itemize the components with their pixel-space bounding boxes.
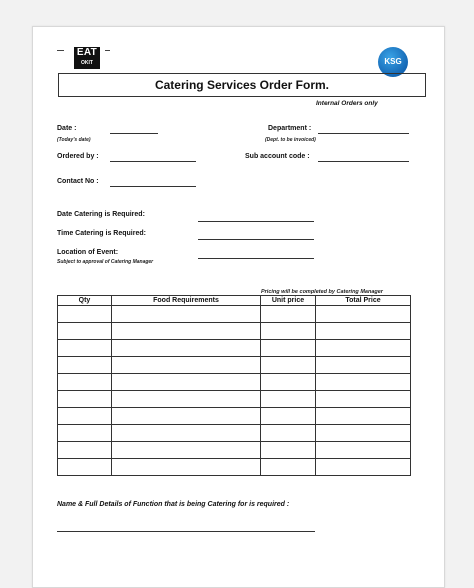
table-cell[interactable] [58, 374, 112, 391]
department-field[interactable] [318, 133, 409, 134]
location-label: Location of Event: [57, 249, 119, 256]
contact-label: Contact No : [57, 178, 99, 185]
table-cell[interactable] [58, 442, 112, 459]
table-cell[interactable] [58, 425, 112, 442]
table-cell[interactable] [112, 306, 261, 323]
table-cell[interactable] [112, 408, 261, 425]
table-cell[interactable] [261, 408, 316, 425]
table-cell[interactable] [58, 357, 112, 374]
table-cell[interactable] [316, 391, 411, 408]
contact-field[interactable] [110, 186, 196, 187]
table-cell[interactable] [261, 374, 316, 391]
table-cell[interactable] [261, 391, 316, 408]
time-required-field[interactable] [198, 239, 314, 240]
table-row [58, 323, 411, 340]
table-cell[interactable] [316, 425, 411, 442]
header-tick-right [105, 50, 110, 51]
qty-header: Qty [58, 296, 112, 306]
table-row [58, 357, 411, 374]
table-cell[interactable] [261, 323, 316, 340]
department-subtext: (Dept. to be invoiced) [265, 137, 316, 143]
date-label: Date : [57, 125, 77, 132]
order-table-body [58, 306, 411, 476]
table-cell[interactable] [112, 442, 261, 459]
table-cell[interactable] [112, 357, 261, 374]
total-price-header: Total Price [316, 296, 411, 306]
table-cell[interactable] [112, 323, 261, 340]
table-cell[interactable] [261, 459, 316, 476]
table-cell[interactable] [58, 408, 112, 425]
table-cell[interactable] [58, 340, 112, 357]
table-row [58, 442, 411, 459]
location-subtext: Subject to approval of Catering Manager [57, 259, 154, 265]
table-cell[interactable] [316, 306, 411, 323]
date-field[interactable] [110, 133, 158, 134]
ordered-by-label: Ordered by : [57, 153, 99, 160]
form-title: Catering Services Order Form. [58, 73, 426, 97]
date-required-field[interactable] [198, 221, 314, 222]
table-cell[interactable] [58, 323, 112, 340]
sub-account-label: Sub account code : [245, 153, 310, 160]
ordered-by-field[interactable] [110, 161, 196, 162]
table-cell[interactable] [261, 357, 316, 374]
date-required-label: Date Catering is Required: [57, 211, 145, 218]
food-requirements-header: Food Requirements [112, 296, 261, 306]
table-row [58, 408, 411, 425]
function-details-field[interactable] [57, 531, 315, 532]
time-required-label: Time Catering is Required: [57, 230, 146, 237]
table-header-row [58, 296, 411, 306]
table-row [58, 459, 411, 476]
table-cell[interactable] [112, 374, 261, 391]
form-page [32, 26, 445, 588]
table-cell[interactable] [261, 442, 316, 459]
table-row [58, 374, 411, 391]
table-cell[interactable] [316, 357, 411, 374]
table-cell[interactable] [112, 425, 261, 442]
table-cell[interactable] [316, 408, 411, 425]
table-row [58, 425, 411, 442]
table-cell[interactable] [112, 391, 261, 408]
table-cell[interactable] [316, 442, 411, 459]
table-cell[interactable] [316, 374, 411, 391]
eat-logo: EAT OKIT [74, 47, 100, 69]
date-subtext: (Today's date) [57, 137, 91, 143]
table-cell[interactable] [316, 459, 411, 476]
header-tick-left [57, 50, 64, 51]
function-details-label: Name & Full Details of Function that is being Catering for is required : [57, 501, 290, 508]
department-label: Department : [268, 125, 312, 132]
table-cell[interactable] [261, 425, 316, 442]
table-cell[interactable] [316, 323, 411, 340]
table-cell[interactable] [316, 340, 411, 357]
table-cell[interactable] [58, 306, 112, 323]
location-field[interactable] [198, 258, 314, 259]
table-cell[interactable] [112, 340, 261, 357]
table-row [58, 306, 411, 323]
internal-orders-note: Internal Orders only [316, 100, 378, 107]
table-cell[interactable] [261, 306, 316, 323]
table-row [58, 391, 411, 408]
table-cell[interactable] [58, 391, 112, 408]
sub-account-field[interactable] [318, 161, 409, 162]
table-row [58, 340, 411, 357]
table-cell[interactable] [112, 459, 261, 476]
pricing-note: Pricing will be completed by Catering Manager [261, 289, 383, 295]
ksg-logo: KSG [378, 47, 408, 77]
table-cell[interactable] [261, 340, 316, 357]
order-table [57, 295, 411, 476]
unit-price-header: Unit price [261, 296, 316, 306]
table-cell[interactable] [58, 459, 112, 476]
